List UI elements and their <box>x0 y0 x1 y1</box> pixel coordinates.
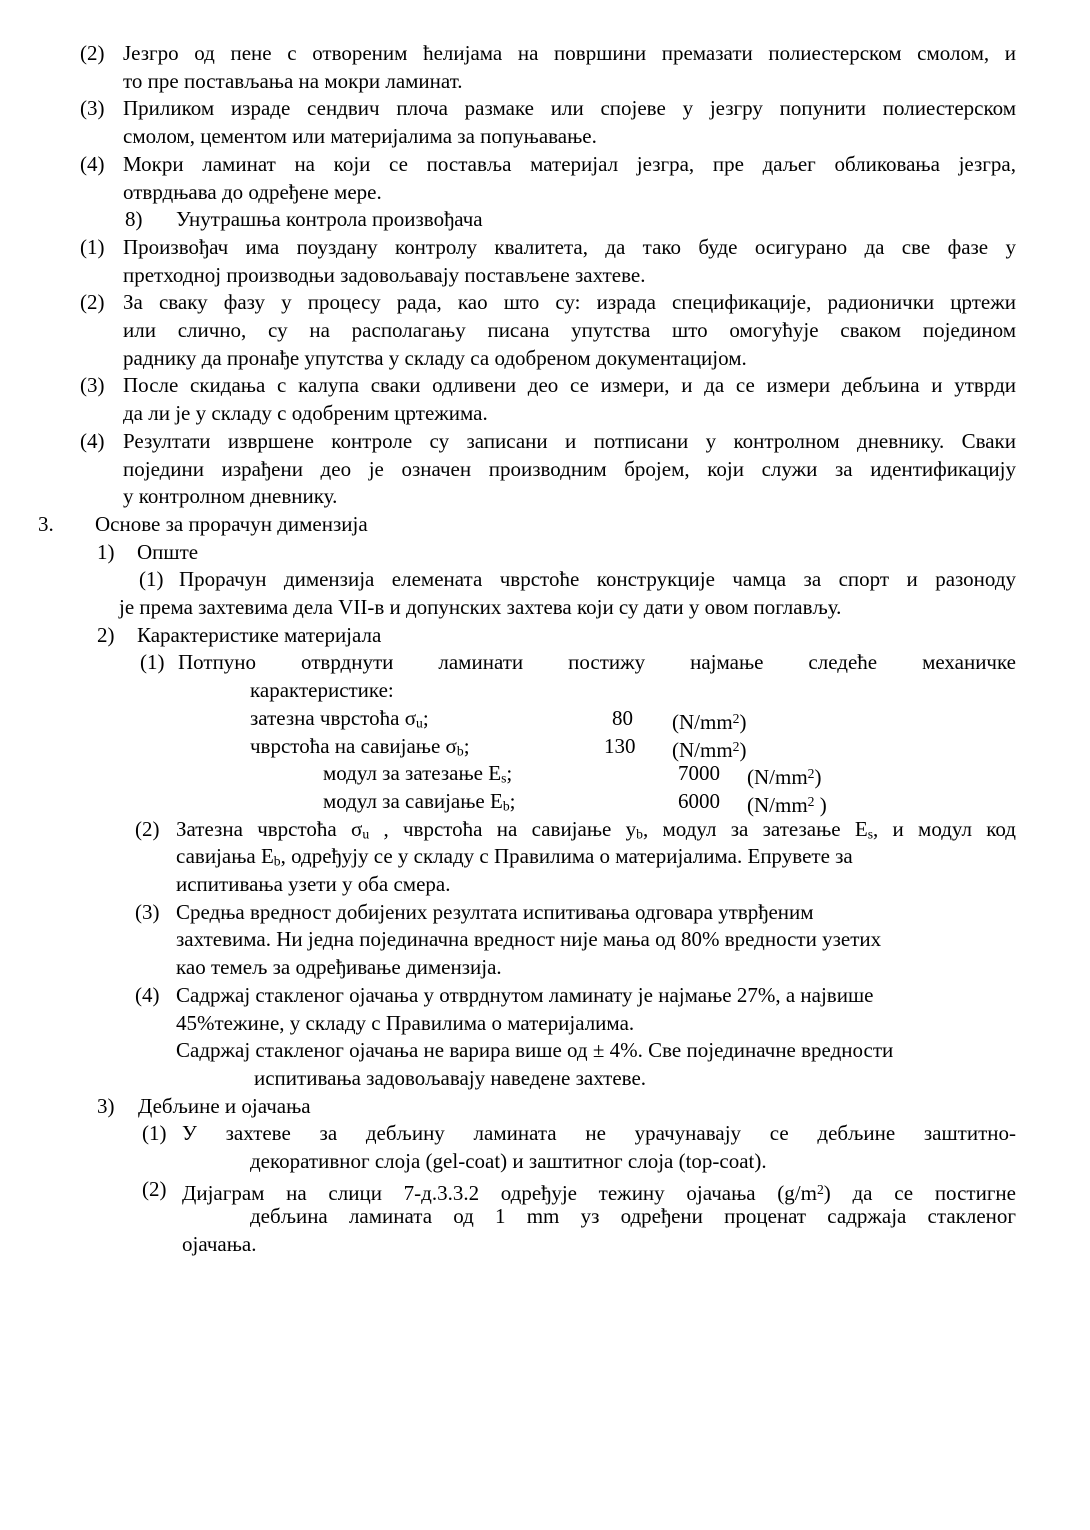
text-segment: Резултати извршене контроле су записани и потписани у контролном дневнику. Сваки <box>123 428 1016 453</box>
text-segment: ; <box>509 788 516 813</box>
list-marker: (2) <box>135 816 160 841</box>
list-item-work-phase-cont <box>0 317 1090 345</box>
text-segment: (N/mm <box>672 709 733 734</box>
text-run <box>137 539 1016 567</box>
text-segment: да ли је у складу с одобреним цртежима. <box>123 401 488 426</box>
text-segment: Произвођач има поуздану контролу квалитета, да тако буде осигурано да све фазе у <box>123 234 1016 259</box>
text-segment: Карактеристике материјала <box>137 622 382 647</box>
list-marker: 1) <box>97 539 115 564</box>
text-run <box>123 428 1016 456</box>
list-marker: 2) <box>97 622 115 647</box>
list-item-strength-determination <box>0 816 1090 844</box>
section-heading-general <box>0 539 1090 567</box>
text-segment: Основе за прорачун димензија <box>95 511 368 536</box>
text-segment: у контролном дневнику. <box>123 484 338 509</box>
list-item-quality-control <box>0 234 1090 262</box>
text-segment: Прорачун димензија елемената чврстоће конструкције чамца за спорт и разоноду <box>179 567 1016 592</box>
text-run <box>123 95 1016 123</box>
list-item-work-phase <box>0 289 1090 317</box>
text-segment: декоративног слоја (gel-coat) и заштитног слоја (top-coat). <box>250 1149 767 1173</box>
sup-text: 2 <box>732 710 740 726</box>
text-run <box>250 1148 1016 1176</box>
section-heading-internal-control <box>0 206 1090 234</box>
text-segment: ; <box>506 761 513 786</box>
text-run <box>250 677 1016 705</box>
list-marker: (2) <box>80 41 105 65</box>
text-run <box>179 566 1016 594</box>
text-segment: У захтеве за дебљину ламината не урачунавају се дебљине заштитно- <box>182 1121 1016 1146</box>
text-segment: чврстоћа на савијање σ <box>250 733 457 758</box>
list-item-sandwich <box>0 95 1090 123</box>
text-segment: ; <box>422 705 429 730</box>
section-heading-thickness <box>0 1093 1090 1121</box>
text-segment: (N/mm <box>747 793 808 818</box>
text-segment: смолом, цементом или материјалима за попуњавање. <box>123 124 597 149</box>
list-marker: (1) <box>139 567 164 592</box>
text-segment: , и модул код <box>873 816 1016 841</box>
spec-value <box>604 733 636 761</box>
sub-text: s <box>501 770 507 786</box>
text-segment: Затезна чврстоћа σ <box>176 816 363 841</box>
text-segment: ојачања. <box>182 1232 257 1257</box>
text-run <box>176 982 1016 1010</box>
text-segment: Језгро од пене с отвореним ћелијама на површини премазати полиестерском смолом, и <box>123 41 1016 65</box>
text-segment: 6000 <box>678 788 720 813</box>
text-segment: 130 <box>604 733 636 758</box>
list-marker: (1) <box>80 234 105 259</box>
text-run <box>123 372 1016 400</box>
list-item-diagram <box>0 1176 1090 1204</box>
text-run <box>123 179 1016 207</box>
spec-row-bending-strength <box>0 733 1090 761</box>
text-segment: Садржај стакленог ојачања у отврднутом ламинату је најмање 27%, а највише <box>176 982 874 1007</box>
sup-text: 2 <box>732 738 740 754</box>
text-run <box>254 1065 1016 1093</box>
text-run <box>176 954 1016 982</box>
sub-text: u <box>362 826 370 842</box>
list-item-diagram-cont <box>0 1231 1090 1259</box>
list-item-control-log-cont <box>0 483 1090 511</box>
list-item-glass-content-cont <box>0 1065 1090 1093</box>
list-item-strength-determination-cont <box>0 843 1090 871</box>
text-run <box>123 123 1016 151</box>
list-marker: 3) <box>97 1093 115 1118</box>
list-item-thickness-requirements-cont <box>0 1148 1090 1176</box>
sup-text: 2 <box>816 1181 824 1197</box>
text-run <box>123 483 1016 511</box>
list-item-wet-laminate-cont <box>0 179 1090 207</box>
spec-row-tensile-strength <box>0 705 1090 733</box>
text-segment: дебљина ламината од 1 mm уз одређени проценат садржаја стакленог <box>250 1204 1016 1229</box>
text-segment: Дебљине и ојачања <box>138 1093 311 1118</box>
sub-text: u <box>416 715 423 731</box>
sub-text: s <box>867 826 873 842</box>
text-run <box>138 1093 1016 1121</box>
text-segment: Приликом израде сендвич плоча размаке или спојеве у језгру попунити полиестерском <box>123 96 1016 121</box>
chapter-heading-dimension-basis <box>0 511 1090 539</box>
list-item-strength-determination-cont <box>0 871 1090 899</box>
list-item-wet-laminate <box>0 151 1090 179</box>
list-marker: (4) <box>80 428 105 453</box>
sub-text: b <box>456 742 464 758</box>
list-marker: (1) <box>140 650 165 675</box>
text-run <box>182 1231 1016 1259</box>
list-marker: (4) <box>135 982 160 1007</box>
text-run <box>123 400 1016 428</box>
list-item-demoulding <box>0 372 1090 400</box>
text-run <box>123 317 1016 345</box>
text-run <box>123 40 1016 68</box>
list-item-control-log <box>0 428 1090 456</box>
text-segment: модул за савијање E <box>323 788 503 813</box>
text-segment: или слично, су на располагању писана упутства што омогућује сваком поједином <box>123 318 1016 342</box>
list-marker: 3. <box>38 511 54 536</box>
text-run <box>176 206 1016 234</box>
text-run <box>182 1120 1016 1148</box>
text-run <box>119 594 1016 622</box>
text-run <box>250 1203 1016 1231</box>
text-segment: раднику да пронађе упутства у складу са одобреном документацијом. <box>123 345 747 370</box>
list-item-dimension-calc-cont <box>0 594 1090 622</box>
list-item-sandwich-cont <box>0 123 1090 151</box>
list-item-dimension-calc <box>0 566 1090 594</box>
section-heading-material-characteristics <box>0 622 1090 650</box>
text-segment: Дијаграм на слици 7-д.3.3.2 одређује тежину ојачања (g/m <box>182 1180 817 1205</box>
sub-text: b <box>502 798 510 814</box>
text-run <box>176 871 1016 899</box>
list-item-mean-value-cont <box>0 954 1090 982</box>
sup-text: 2 <box>807 793 815 809</box>
text-segment: савијања Е <box>176 844 274 869</box>
text-segment: (N/mm <box>672 737 733 762</box>
text-segment: затезна чврстоћа σ <box>250 705 417 730</box>
text-segment: Унутрашња контрола произвођача <box>176 207 483 232</box>
text-segment: карактеристике: <box>250 678 394 703</box>
list-item-mean-value <box>0 899 1090 927</box>
text-segment: ) <box>739 737 747 762</box>
text-segment: је према захтевима дела VII-в и допунских захтева који су дати у овом поглављу. <box>119 595 842 619</box>
text-run <box>123 345 1016 373</box>
text-segment: 80 <box>612 705 633 730</box>
list-marker: (3) <box>80 96 105 121</box>
text-run <box>176 926 1016 954</box>
text-run <box>123 68 1016 96</box>
text-segment: Потпуно отврднути ламинати постижу најмање следеће механичке <box>178 650 1016 675</box>
text-run <box>176 1037 1016 1065</box>
text-run <box>176 1010 1016 1038</box>
list-marker: 8) <box>125 207 143 232</box>
text-segment: захтевима. Ни једна појединачна вредност није мања од 80% вредности узетих <box>176 927 882 952</box>
list-item-glass-content-cont <box>0 1037 1090 1065</box>
text-segment: , одређују се у складу с Правилима о материјалима. Епрувете за <box>280 844 853 869</box>
text-segment: Мокри ламинат на који се поставља материјал језгра, пре даљег обликовања језгра, <box>123 151 1016 176</box>
list-marker: (1) <box>142 1121 167 1146</box>
text-segment: 7000 <box>678 761 720 786</box>
text-segment: Средња вредност добијених резултата испитивања одговара утврђеним <box>176 899 814 924</box>
text-segment: За сваку фазу у процесу рада, као што су: израда спецификације, радионички цртежи <box>123 290 1016 315</box>
text-segment: Опште <box>137 539 199 564</box>
text-run <box>123 456 1016 484</box>
text-run <box>123 289 1016 317</box>
text-run <box>178 649 1016 677</box>
spec-value <box>678 760 720 788</box>
text-run <box>176 899 1016 927</box>
list-item-thickness-requirements <box>0 1120 1090 1148</box>
spec-value <box>678 788 720 816</box>
sub-text: b <box>636 826 643 842</box>
text-run <box>137 622 1016 650</box>
spec-value <box>612 705 633 733</box>
text-segment: испитивања узети у оба смера. <box>176 872 451 896</box>
text-segment: (N/mm <box>747 765 808 790</box>
text-segment: Садржај стакленог ојачања не варира више од ± 4%. Све појединачне вредности <box>176 1038 894 1063</box>
list-marker: (4) <box>80 151 105 176</box>
text-segment: После скидања с калупа сваки одливени део се измери, и да се измери дебљина и утврди <box>123 373 1016 398</box>
text-segment: то пре постављања на мокри ламинат. <box>123 68 463 93</box>
list-item-control-log-cont <box>0 456 1090 484</box>
spec-row-tensile-modulus <box>0 760 1090 788</box>
list-item-demoulding-cont <box>0 400 1090 428</box>
list-item-cured-laminates <box>0 649 1090 677</box>
text-segment: , чврстоћа на савијање у <box>369 816 637 841</box>
text-segment: 45%тежине, у складу с Правилима о материјалима. <box>176 1010 635 1035</box>
text-run <box>95 511 1016 539</box>
text-run <box>123 151 1016 179</box>
sub-text: b <box>273 853 281 869</box>
list-item-quality-control-cont <box>0 262 1090 290</box>
list-marker: (2) <box>80 290 105 315</box>
list-item-core-foam <box>0 40 1090 68</box>
text-segment: поједини израђени део је означен производним бројем, који служи за идентификацију <box>123 456 1016 481</box>
text-segment: , модул за затезање E <box>642 816 868 841</box>
text-segment: ) <box>814 765 822 790</box>
text-segment: ) <box>814 793 827 818</box>
text-segment: ) <box>739 709 747 734</box>
list-marker: (2) <box>142 1176 167 1201</box>
text-segment: модул за затезање E <box>323 761 502 786</box>
text-segment: претходној производњи задовољавају постављене захтеве. <box>123 262 646 287</box>
list-item-core-foam-cont <box>0 68 1090 96</box>
list-item-glass-content-cont <box>0 1010 1090 1038</box>
text-segment: испитивања задовољавају наведене захтеве. <box>254 1065 647 1090</box>
list-marker: (3) <box>80 373 105 398</box>
list-item-work-phase-cont <box>0 345 1090 373</box>
text-run <box>123 262 1016 290</box>
text-segment: као темељ за одређивање димензија. <box>176 955 502 980</box>
spec-row-bending-modulus <box>0 788 1090 816</box>
text-segment: ; <box>463 733 470 758</box>
list-item-mean-value-cont <box>0 926 1090 954</box>
sup-text: 2 <box>807 766 815 782</box>
text-segment: ) да се постигне <box>823 1180 1016 1205</box>
list-item-cured-laminates-cont <box>0 677 1090 705</box>
text-run <box>123 234 1016 262</box>
list-item-glass-content <box>0 982 1090 1010</box>
list-marker: (3) <box>135 899 160 924</box>
list-item-diagram-cont <box>0 1203 1090 1231</box>
text-segment: отврдњава до одређене мере. <box>123 179 382 204</box>
